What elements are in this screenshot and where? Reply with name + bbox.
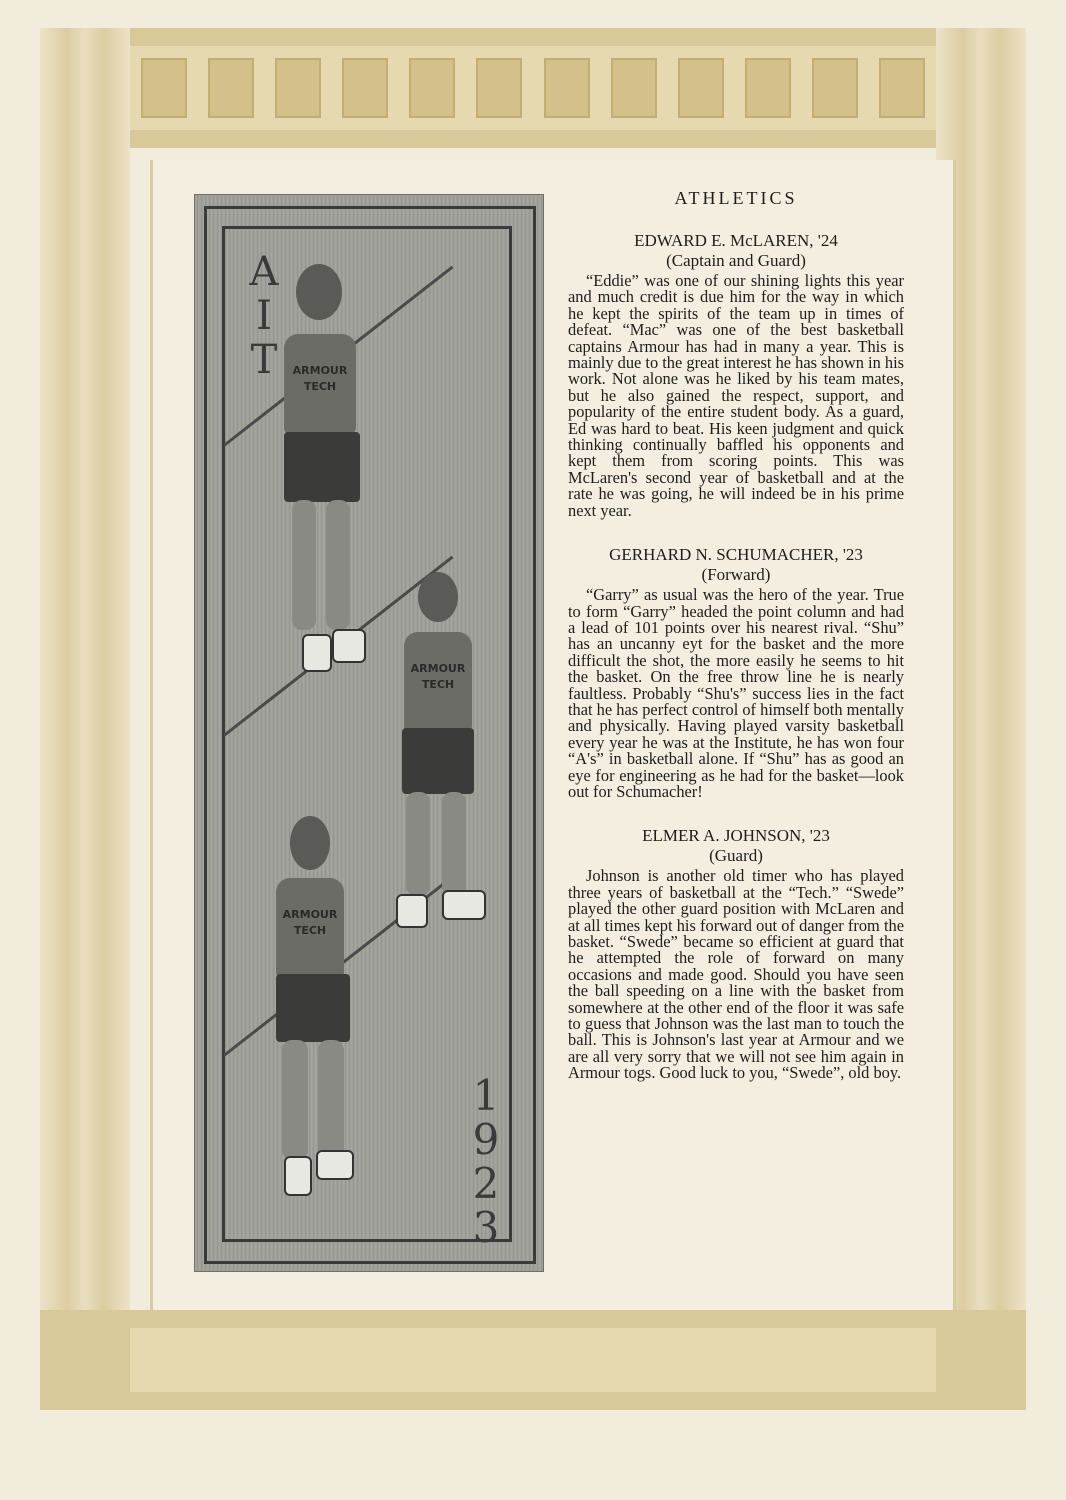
article-column (568, 188, 904, 1108)
monogram-letter: I (256, 293, 272, 339)
border-tile (745, 58, 791, 118)
player-role: (Forward) (701, 565, 771, 585)
ornamental-left-pillar (40, 28, 130, 1410)
border-tile (275, 58, 321, 118)
border-tile (476, 58, 522, 118)
player-bio: “Garry” as usual was the hero of the year. True to form “Garry” headed the point column and had a lead of 101 points over his nearest rival. “Shu” has an uncanny eyt for the basket and the more difficult the shot, the more easily he seems to hit the basket. On the free throw line he is nearly faultless. Probably “Shu's” success lies in the fact that he has perfect control of himself both mentally and physically. Having played varsity basketball every year he was at the Institute, he has won four “A's” in basketball alone. If “Shu” has as good an eye for engineering as he had for the basket—look out for Schumacher! (568, 585, 904, 801)
player-name: EDWARD E. McLAREN, '24 (634, 231, 838, 250)
border-tile (342, 58, 388, 118)
border-tile (611, 58, 657, 118)
player-name: ELMER A. JOHNSON, '23 (642, 826, 830, 846)
player-name: GERHARD N. SCHUMACHER, '23 (609, 545, 863, 565)
section-title: ATHLETICS (674, 188, 798, 208)
player-johnson: ARMOUR TECH (254, 816, 364, 1196)
player-bio: “Eddie” was one of our shining lights this year and much credit is due him for the way in which he kept the spirits of the team up in times of defeat. “Mac” was one of the best basketball captains Armour has had in many a year. This is mainly due to the great interest he has shown in his work. Not alone was he liked by his team mates, but he also gained the respect, support, and popularity of the entire student body. As a guard, Ed was hard to beat. His keen judgment and quick thinking continually baffled his opponents and kept them from scoring points. This was McLaren's second year of basketball and at the rate he was going, he will indeed be in his prime next year. (568, 271, 904, 520)
year-digit: 1 (472, 1071, 500, 1120)
year-digit: 3 (472, 1203, 500, 1252)
border-tile (141, 58, 187, 118)
monogram-letter: T (250, 337, 278, 383)
border-tile (678, 58, 724, 118)
year-digit: 2 (472, 1159, 500, 1208)
player-role: (Captain and Guard) (666, 251, 806, 270)
player-bio: Johnson is another old timer who has played three years of basketball at the “Tech.” “Swede” played the other guard position with McLaren and at all times kept his forward out of danger from the basket. “Swede” became so efficient at guard that he attempted the role of forward on many occasions and made good. Should you have seen the ball speeding on a line with the basket from somewhere at the other end of the floor it was safe to guess that Johnson was the last man to touch the ball. This is Johnson's last year at Armour and we are all very sorry that we will not see him again in Armour togs. Good luck to you, “Swede”, old boy. (568, 866, 904, 1083)
border-tile (208, 58, 254, 118)
player-entry (568, 545, 904, 800)
border-tile (544, 58, 590, 118)
border-tile (409, 58, 455, 118)
player-role: (Guard) (709, 846, 763, 866)
monogram-letter: A (249, 249, 279, 295)
ornamental-top-border (40, 28, 1026, 148)
ornamental-bottom-border (40, 1310, 1026, 1410)
team-photo (194, 194, 544, 1272)
year-monogram (466, 1071, 506, 1252)
border-tile (879, 58, 925, 118)
player-entry (568, 231, 904, 519)
player-schumacher: ARMOUR TECH (384, 572, 494, 932)
border-tile (812, 58, 858, 118)
player-entry (568, 826, 904, 1081)
year-digit: 9 (472, 1115, 500, 1164)
player-mclaren: ARMOUR TECH (254, 264, 384, 684)
